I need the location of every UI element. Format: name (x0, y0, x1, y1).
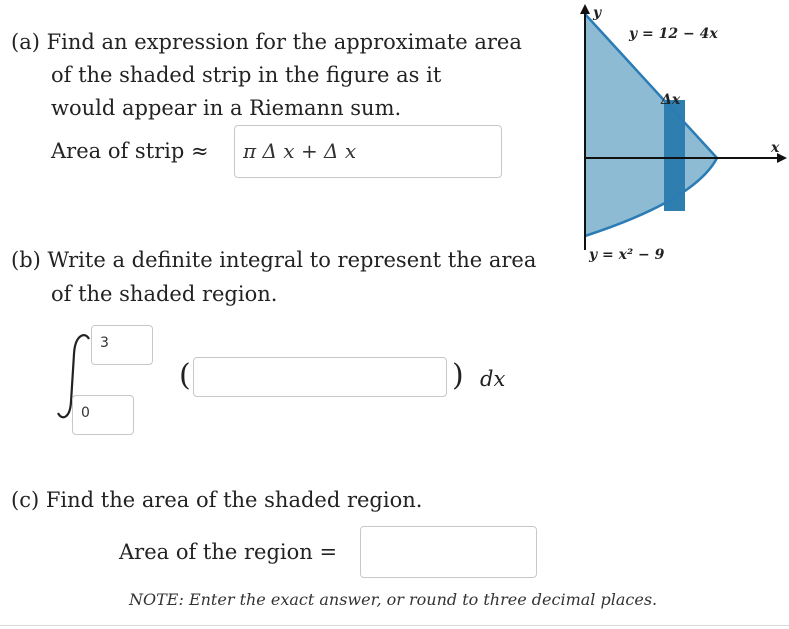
dx-label: dx (480, 367, 506, 391)
curve-label: y = x² − 9 (589, 247, 665, 263)
upper-limit-input[interactable]: 3 (91, 325, 153, 365)
note-text: NOTE: Enter the exact answer, or round to three decimal places. (129, 590, 658, 609)
y-axis-arrow-icon (580, 4, 590, 14)
part-b-line2: of the shaded region. (51, 282, 278, 306)
open-paren: ( (179, 358, 191, 393)
part-c-line1: (c) Find the area of the shaded region. (11, 488, 423, 512)
part-a-line1: (a) Find an expression for the approximate area (11, 30, 522, 54)
integrand-input[interactable] (193, 357, 447, 397)
lower-limit-input[interactable]: 0 (72, 395, 134, 435)
strip-label: Δx (661, 92, 681, 108)
part-a-line3: would appear in a Riemann sum. (51, 96, 402, 120)
line-label: y = 12 − 4x (629, 26, 718, 42)
part-a-line2: of the shaded strip in the figure as it (51, 63, 442, 87)
region-area-label: Area of the region = (119, 540, 338, 564)
region-area-input[interactable] (360, 526, 537, 578)
region-figure (565, 0, 789, 270)
strip-area-label: Area of strip ≈ (51, 139, 209, 163)
close-paren: ) (452, 358, 464, 393)
strip-area-input[interactable]: π Δ x + Δ x (234, 125, 502, 178)
x-axis-label: x (771, 140, 780, 156)
shaded-region (585, 14, 717, 236)
part-b-line1: (b) Write a definite integral to represent the area (11, 248, 537, 272)
y-axis-label: y (593, 5, 602, 21)
divider (0, 625, 789, 626)
